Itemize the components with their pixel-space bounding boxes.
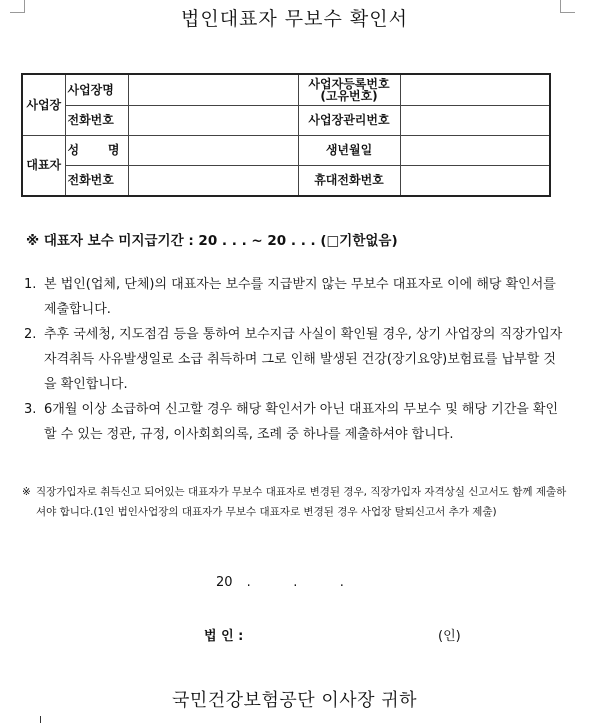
date-line: 20 . . .: [216, 575, 344, 590]
mobile-field[interactable]: [400, 165, 550, 196]
business-reg-no-label: [298, 74, 400, 106]
unpaid-period-notice: ※ 대표자 보수 미지급기간 : 20 . . . ~ 20 . . . (□기한없음): [26, 233, 398, 249]
cursor-mark: [40, 716, 41, 723]
list-item-number: 3.: [24, 402, 37, 417]
mobile-label: 휴대전화번호: [298, 165, 400, 196]
business-phone-label: 전화번호: [65, 106, 128, 136]
birthdate-field[interactable]: [400, 136, 550, 166]
list-item-text: 본 법인(업체, 단체)의 대표자는 보수를 지급받지 않는 무보수 대표자로 이에 해당 확인서를 제출합니다.: [44, 277, 556, 317]
rep-phone-field[interactable]: [128, 165, 298, 196]
list-item-text: 추후 국세청, 지도점검 등을 통하여 보수지급 사실이 확인될 경우, 상기 사업장의 직장가입자 자격취득 사유발생일로 소급 취득하며 그로 인해 발생된 건강(장기요양)보험료를 납부할 것을 확인합니다.: [44, 327, 563, 392]
list-item-text: 6개월 이상 소급하여 신고할 경우 해당 확인서가 아닌 대표자의 무보수 및 해당 기간을 확인할 수 있는 정관, 규정, 이사회회의록, 조례 중 하나를 제출하셔야 합니다.: [44, 402, 559, 442]
list-item: [24, 322, 564, 397]
footnote: [22, 482, 567, 522]
footnote-text: 직장가입자로 취득신고 되어있는 대표자가 무보수 대표자로 변경된 경우, 직장가입자 자격상실 신고서도 함께 제출하셔야 합니다.(1인 법인사업장의 대표자가 무보수 대표자로 변경된 경우 사업장 탈퇴신고서 추가 제출): [36, 486, 567, 518]
business-reg-no-label-line2: (고유번호): [320, 89, 378, 104]
business-group-label: 사업장: [22, 74, 65, 136]
name-field[interactable]: [128, 136, 298, 166]
workplace-mgmt-no-label: 사업장관리번호: [298, 106, 400, 136]
workplace-mgmt-no-field[interactable]: [400, 106, 550, 136]
rep-group-label: 대표자: [22, 136, 65, 196]
name-label: [65, 136, 128, 166]
birthdate-label: 생년월일: [298, 136, 400, 166]
confirmation-list: [24, 272, 564, 447]
corporation-label: 법 인 :: [204, 629, 244, 644]
list-item: [24, 397, 564, 447]
business-phone-field[interactable]: [128, 106, 298, 136]
info-table: [21, 73, 551, 197]
list-item: [24, 272, 564, 322]
business-name-label: 사업장명: [65, 74, 128, 106]
business-reg-no-label-line1: 사업자등록번호: [308, 77, 390, 92]
rep-phone-label: 전화번호: [65, 165, 128, 196]
recipient-line: 국민건강보험공단 이사장 귀하: [172, 690, 417, 711]
name-label-char1: 성: [67, 143, 80, 158]
seal-mark: (인): [438, 629, 461, 644]
list-item-number: 2.: [24, 327, 37, 342]
list-item-number: 1.: [24, 277, 37, 292]
document-title: 법인대표자 무보수 확인서: [181, 8, 408, 30]
footnote-mark: ※: [22, 486, 31, 498]
business-reg-no-field[interactable]: [400, 74, 550, 106]
name-label-char2: 명: [107, 143, 120, 158]
business-name-field[interactable]: [128, 74, 298, 106]
